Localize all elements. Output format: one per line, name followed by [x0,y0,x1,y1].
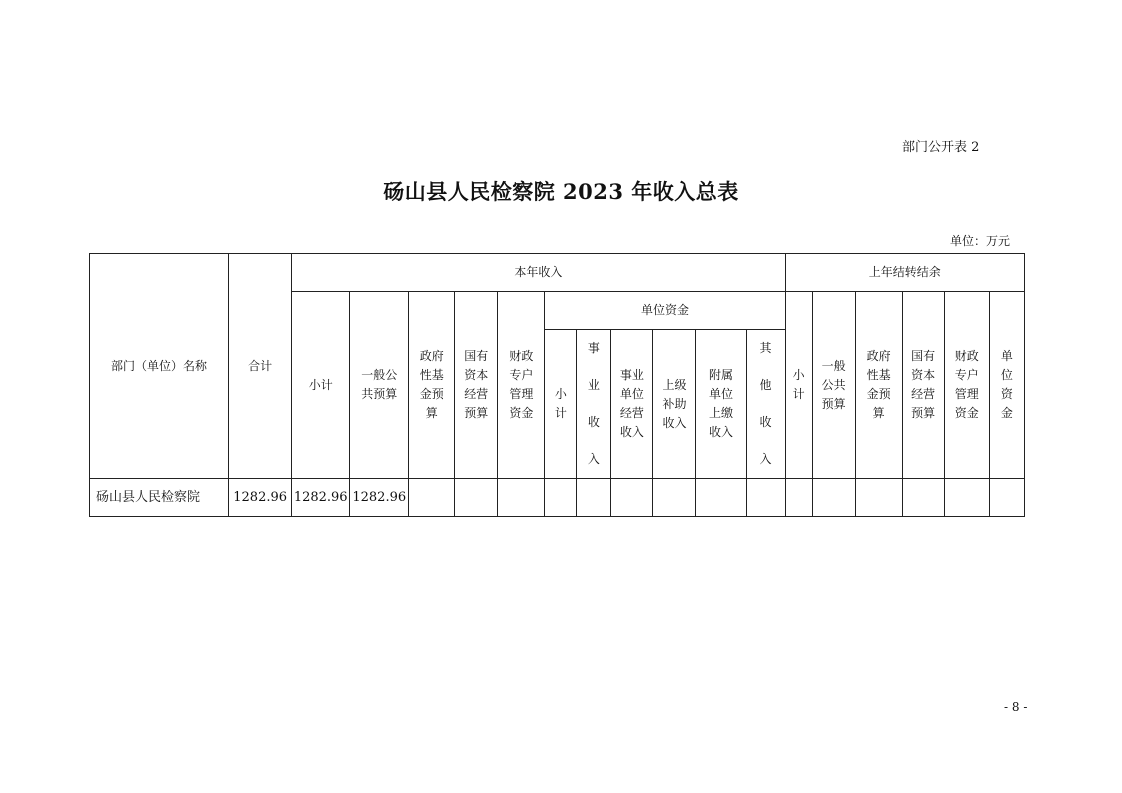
header-unit-subtotal: 小计 [545,330,577,479]
header-unit-superior-subsidy: 上级补助收入 [653,330,696,479]
cell-empty [785,479,812,517]
header-prev-year-carryover: 上年结转结余 [785,254,1024,292]
cell-empty [577,479,611,517]
unit-label: 单位：万元 [950,234,1011,248]
header-prev-gov-fund: 政府性基金预算 [855,292,902,479]
header-unit-business-income: 事业收入 [577,330,611,479]
cell-dept: 砀山县人民检察院 [90,479,229,517]
header-unit-other-income: 其他收入 [746,330,785,479]
cell-empty [498,479,545,517]
header-current-fiscal-special: 财政专户管理资金 [498,292,545,479]
header-current-gov-fund: 政府性基金预算 [409,292,455,479]
header-current-year-income: 本年收入 [292,254,785,292]
cell-subtotal: 1282.96 [292,479,350,517]
cell-empty [746,479,785,517]
cell-empty [611,479,653,517]
header-current-state-capital: 国有资本经营预算 [455,292,498,479]
header-current-general-budget: 一般公共预算 [350,292,409,479]
cell-empty [545,479,577,517]
header-current-subtotal: 小计 [292,292,350,479]
cell-empty [855,479,902,517]
cell-empty [902,479,944,517]
cell-empty [944,479,989,517]
header-prev-fiscal-special: 财政专户管理资金 [944,292,989,479]
cell-empty [812,479,855,517]
header-unit-operating-income: 事业单位经营收入 [611,330,653,479]
income-summary-table [89,253,1025,517]
cell-total: 1282.96 [229,479,292,517]
header-unit-funds: 单位资金 [545,292,785,330]
cell-general-budget: 1282.96 [350,479,409,517]
table-row [90,479,1025,517]
header-prev-subtotal: 小计 [785,292,812,479]
page-number: - 8 - [1004,700,1028,714]
header-dept-name: 部门（单位）名称 [90,254,229,479]
header-prev-general-budget: 一般公共预算 [812,292,855,479]
cell-empty [989,479,1024,517]
cell-empty [409,479,455,517]
cell-empty [455,479,498,517]
header-prev-unit-funds: 单位资金 [989,292,1024,479]
header-prev-state-capital: 国有资本经营预算 [902,292,944,479]
header-total: 合计 [229,254,292,479]
cell-empty [653,479,696,517]
cell-empty [696,479,746,517]
form-number: 部门公开表 2 [902,140,980,155]
page-title: 砀山县人民检察院 2023 年收入总表 [383,179,739,204]
header-unit-affiliated-income: 附属单位上缴收入 [696,330,746,479]
